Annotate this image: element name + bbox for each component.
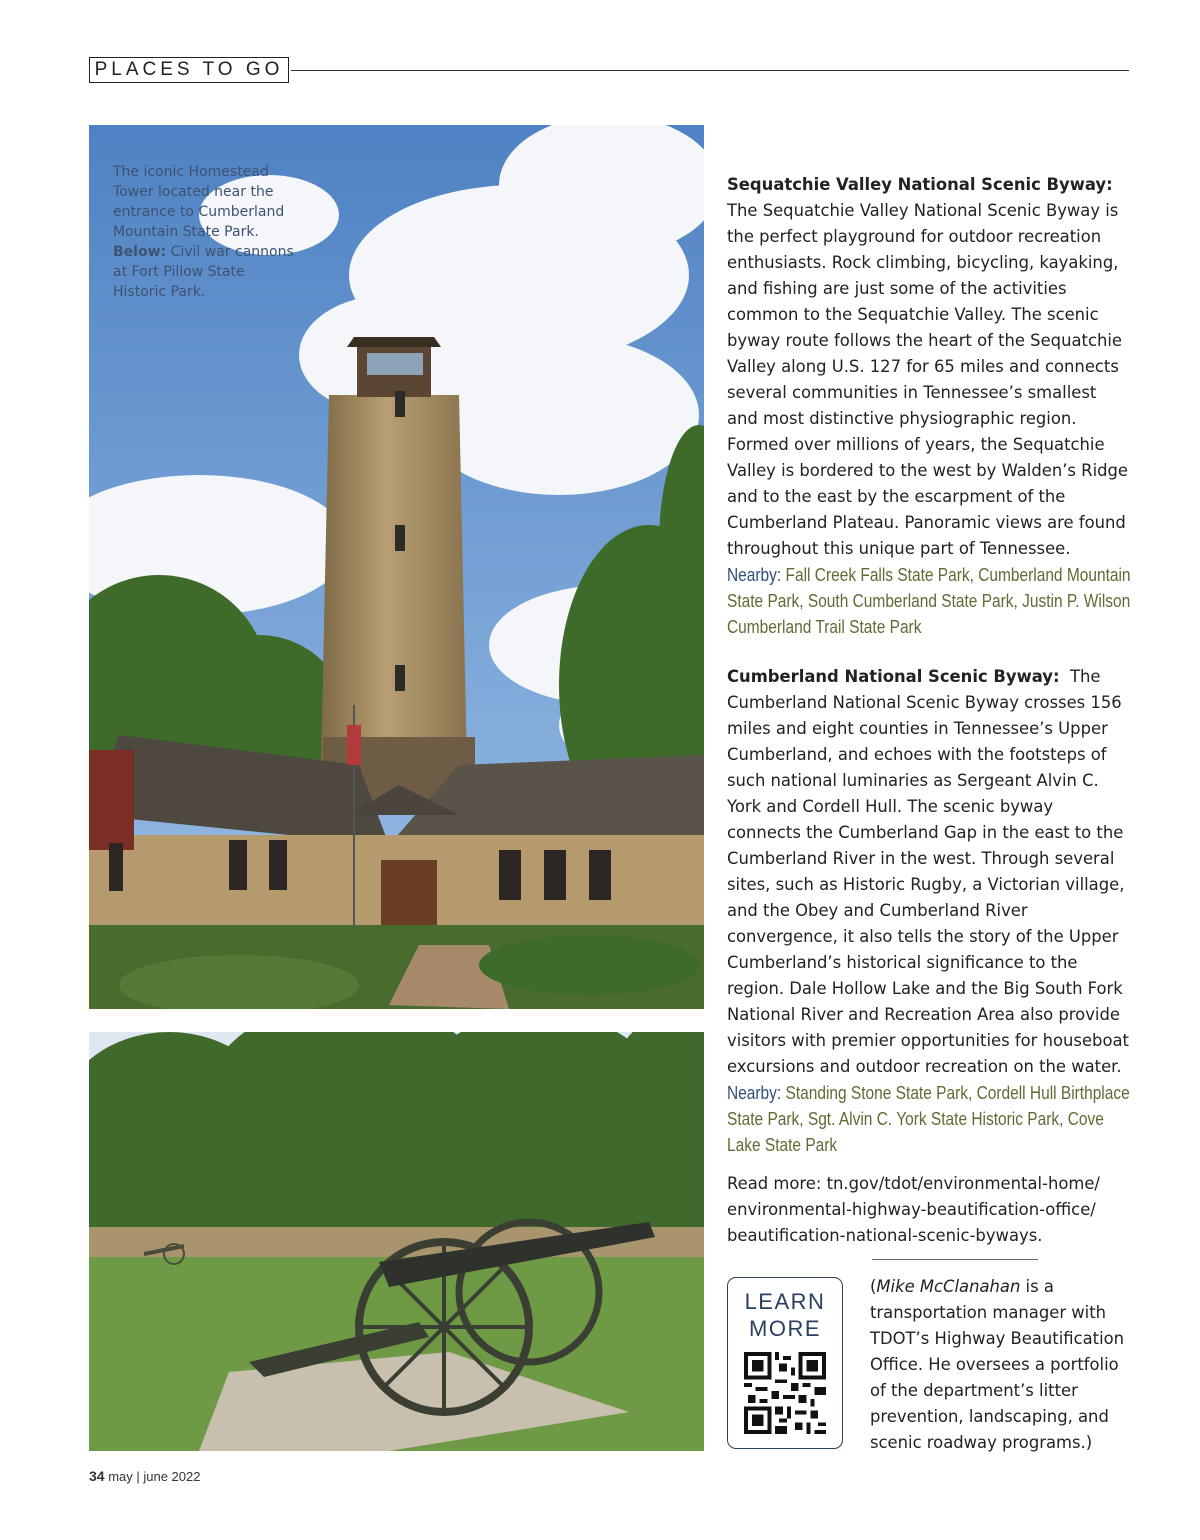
bio-paren: (	[870, 1277, 877, 1296]
photo-caption	[113, 162, 298, 302]
more-line: MORE	[749, 1316, 821, 1341]
cumberland-heading: Cumberland National Scenic Byway:	[727, 667, 1060, 686]
section-tag: PLACES TO GO	[89, 57, 289, 83]
learn-more-label	[728, 1288, 842, 1342]
header-rule	[291, 70, 1129, 71]
caption-cannon-text: Civil war cannons at Fort Pillow State Historic Park.	[113, 244, 294, 300]
sequatchie-section	[727, 172, 1132, 640]
civil-war-cannon-photo	[89, 1032, 704, 1451]
page-footer	[89, 1468, 200, 1484]
read-more-link[interactable]: Read more: tn.gov/tdot/environmental-home/ environmental-highway-beautification-office/ beautification-national-scenic-byways.	[727, 1174, 1100, 1245]
nearby-label: Nearby:	[727, 1083, 782, 1103]
sequatchie-body: The Sequatchie Valley National Scenic Byway is the perfect playground for outdoor recreation enthusiasts. Rock climbing, bicycling, kayaking, and fishing are just some of the activities common to the Sequatchie Valley. The scenic byway route follows the heart of the Sequatchie Valley along U.S. 127 for 65 miles and connects several communities in Tennessee’s smallest and most distinctive physiographic region. Formed over millions of years, the Sequatchie Valley is bordered to the west by Walden’s Ridge and to the east by the escarpment of the Cumberland Plateau. Panoramic views are found throughout this unique part of Tennessee.	[727, 201, 1129, 558]
learn-line: LEARN	[744, 1289, 826, 1314]
author-name: Mike McClanahan	[876, 1277, 1021, 1296]
nearby-label: Nearby:	[727, 565, 782, 585]
caption-tower-text: The iconic Homestead Tower located near the entrance to Cumberland Mountain State Park.	[113, 164, 285, 240]
page-number: 34	[89, 1468, 105, 1484]
cumberland-section	[727, 664, 1132, 1158]
cumberland-nearby	[727, 1080, 1131, 1158]
nearby-parks: Standing Stone State Park, Cordell Hull Birthplace State Park, Sgt. Alvin C. York State Historic Park, Cove Lake State Park	[727, 1083, 1130, 1155]
caption-below-label: Below:	[113, 244, 167, 260]
divider	[872, 1259, 1038, 1260]
sequatchie-nearby	[727, 562, 1131, 640]
sequatchie-heading: Sequatchie Valley National Scenic Byway:	[727, 175, 1113, 194]
nearby-parks: Fall Creek Falls State Park, Cumberland Mountain State Park, South Cumberland State Park, Justin P. Wilson Cumberland Trail State Park	[727, 565, 1131, 637]
author-bio	[870, 1274, 1132, 1456]
learn-more-box[interactable]	[727, 1277, 843, 1449]
qr-code-icon[interactable]	[744, 1352, 826, 1434]
bio-text: is a transportation manager with TDOT’s Highway Beautification Office. He oversees a portfolio of the department’s litter prevention, landscaping, and scenic roadway programs.)	[870, 1277, 1125, 1452]
cumberland-body: The Cumberland National Scenic Byway crosses 156 miles and eight counties in Tennessee’s Upper Cumberland, and echoes with the footsteps of such national luminaries as Sergeant Alvin C. York and Cordell Hull. The scenic byway connects the Cumberland Gap in the east to the Cumberland River in the west. Through several sites, such as Historic Rugby, a Victorian village, and the Obey and Cumberland River convergence, it also tells the story of the Upper Cumberland’s historical significance to the region. Dale Hollow Lake and the Big South Fork National River and Recreation Area also provide visitors with premier opportunities for houseboat excursions and outdoor recreation on the water.	[727, 667, 1129, 1076]
issue-date: may | june 2022	[108, 1469, 201, 1484]
